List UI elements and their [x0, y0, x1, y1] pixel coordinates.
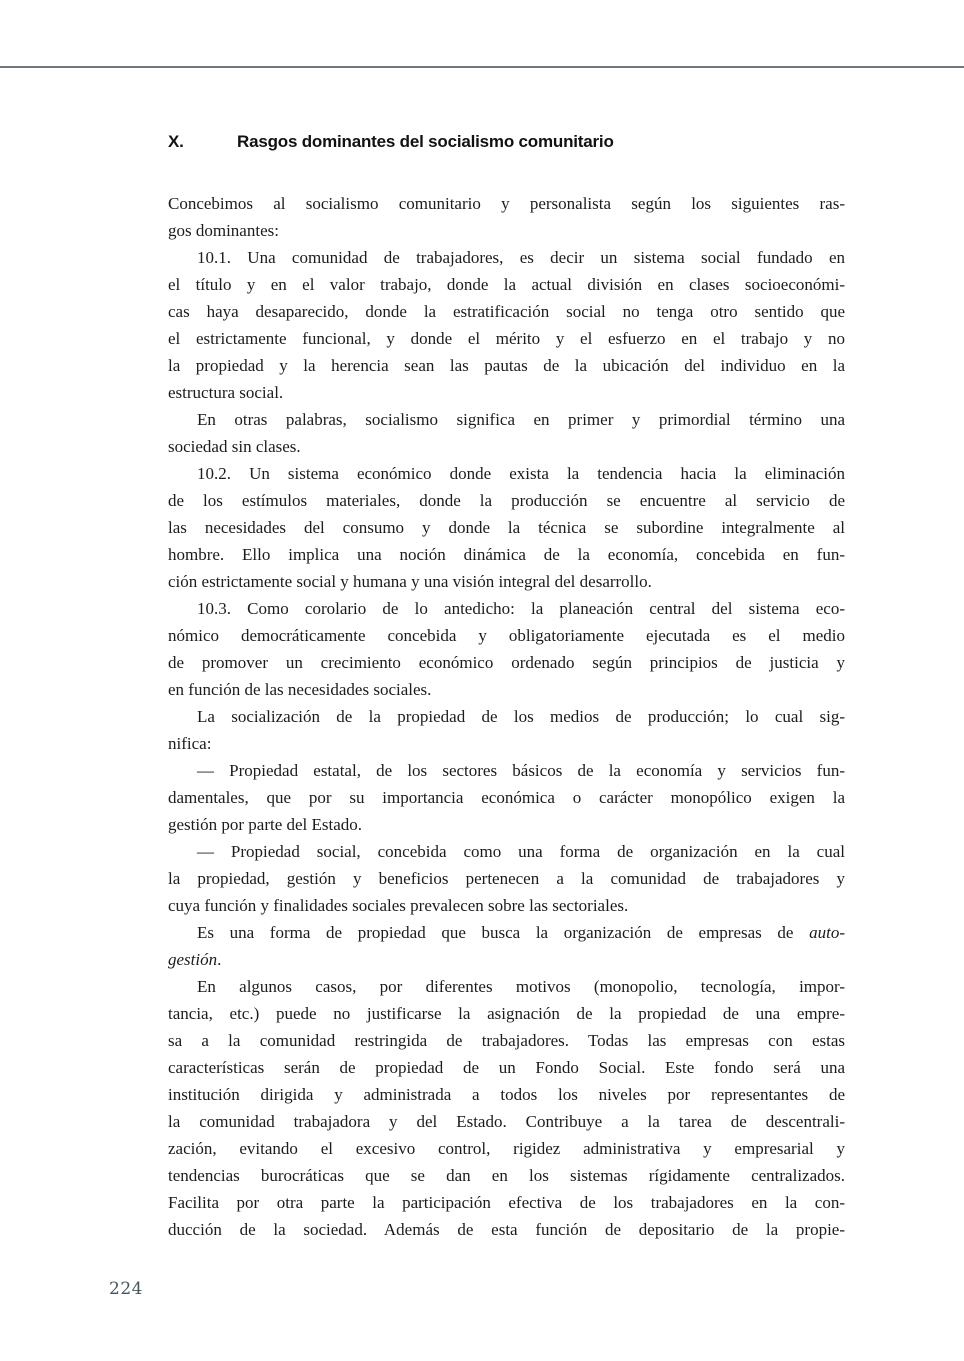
text-line: las necesidades del consumo y donde la técnica se subordine integralmente al: [168, 518, 845, 537]
header-rule: [0, 66, 964, 68]
text-line: gestión por parte del Estado.: [168, 815, 363, 834]
text-line: 10.3. Como corolario de lo antedicho: la planeación central del sistema eco-: [197, 599, 845, 618]
text-line: en función de las necesidades sociales.: [168, 680, 432, 699]
paragraph: [168, 919, 845, 973]
text-line: el estrictamente funcional, y donde el mérito y el esfuerzo en el trabajo y no: [168, 329, 845, 348]
text-line: — Propiedad social, concebida como una forma de organización en la cual: [197, 842, 845, 861]
paragraph: [168, 406, 845, 460]
text-line: tancia, etc.) puede no justificarse la asignación de la propiedad de una empre-: [168, 1004, 845, 1023]
text-line: sa a la comunidad restringida de trabajadores. Todas las empresas con estas: [168, 1031, 845, 1050]
text-line: [168, 919, 845, 946]
text-line: la comunidad trabajadora y del Estado. Contribuye a la tarea de descentrali-: [168, 1112, 845, 1131]
text-line: cas haya desaparecido, donde la estratificación social no tenga otro sentido que: [168, 302, 845, 321]
text-line: ducción de la sociedad. Además de esta función de depositario de la propie-: [168, 1220, 845, 1239]
text-line: [168, 946, 845, 973]
paragraph: [168, 595, 845, 703]
text-line: de promover un crecimiento económico ordenado según principios de justicia y: [168, 653, 845, 672]
text-line: hombre. Ello implica una noción dinámica de la economía, concebida en fun-: [168, 545, 845, 564]
text-line: En otras palabras, socialismo significa en primer y primordial término una: [197, 410, 845, 429]
text-line: de los estímulos materiales, donde la producción se encuentre al servicio de: [168, 491, 845, 510]
section-title: Rasgos dominantes del socialismo comunitario: [237, 132, 614, 151]
text-line: la propiedad, gestión y beneficios pertenecen a la comunidad de trabajadores y: [168, 869, 845, 888]
paragraph: [168, 838, 845, 919]
italic-text: gestión: [168, 950, 218, 969]
paragraph: [168, 757, 845, 838]
text-line: zación, evitando el excesivo control, rigidez administrativa y empresarial y: [168, 1139, 845, 1158]
paragraph: [168, 703, 845, 757]
paragraph: [168, 973, 845, 1243]
text-line: la propiedad y la herencia sean las pautas de la ubicación del individuo en la: [168, 356, 845, 375]
text-line: Concebimos al socialismo comunitario y personalista según los siguientes ras-: [168, 194, 845, 213]
text-line: tendencias burocráticas que se dan en los sistemas rígidamente centralizados.: [168, 1166, 845, 1185]
text-line: La socialización de la propiedad de los medios de producción; lo cual sig-: [197, 707, 845, 726]
text-line: 10.1. Una comunidad de trabajadores, es decir un sistema social fundado en: [197, 248, 845, 267]
italic-text: auto-: [809, 923, 845, 942]
text-line: cuya función y finalidades sociales prevalecen sobre las sectoriales.: [168, 896, 629, 915]
text-line: 10.2. Un sistema económico donde exista la tendencia hacia la eliminación: [197, 464, 845, 483]
section-number: X.: [168, 132, 184, 151]
text-line: el título y en el valor trabajo, donde la actual división en clases socioeconómi-: [168, 275, 845, 294]
text-line: estructura social.: [168, 383, 284, 402]
text-line: Facilita por otra parte la participación efectiva de los trabajadores en la con-: [168, 1193, 845, 1212]
paragraph: [168, 460, 845, 595]
page-number: 224: [109, 1279, 143, 1299]
text-line: características serán de propiedad de un Fondo Social. Este fondo será una: [168, 1058, 845, 1077]
text-line: institución dirigida y administrada a todos los niveles por representantes de: [168, 1085, 845, 1104]
paragraph: [168, 244, 845, 406]
text-segment: .: [217, 950, 222, 969]
body-text: [168, 190, 845, 1243]
text-segment: Es una forma de propiedad que busca la organización de empresas de: [197, 923, 810, 942]
text-line: ción estrictamente social y humana y una visión integral del desarrollo.: [168, 572, 652, 591]
text-line: — Propiedad estatal, de los sectores básicos de la economía y servicios fun-: [197, 761, 845, 780]
text-line: nifica:: [168, 734, 212, 753]
text-line: En algunos casos, por diferentes motivos (monopolio, tecnología, impor-: [197, 977, 845, 996]
section-heading: [168, 132, 614, 152]
text-line: nómico democráticamente concebida y obligatoriamente ejecutada es el medio: [168, 626, 845, 645]
text-line: gos dominantes:: [168, 221, 279, 240]
paragraph: [168, 190, 845, 244]
text-line: damentales, que por su importancia económica o carácter monopólico exigen la: [168, 788, 845, 807]
text-line: sociedad sin clases.: [168, 437, 301, 456]
